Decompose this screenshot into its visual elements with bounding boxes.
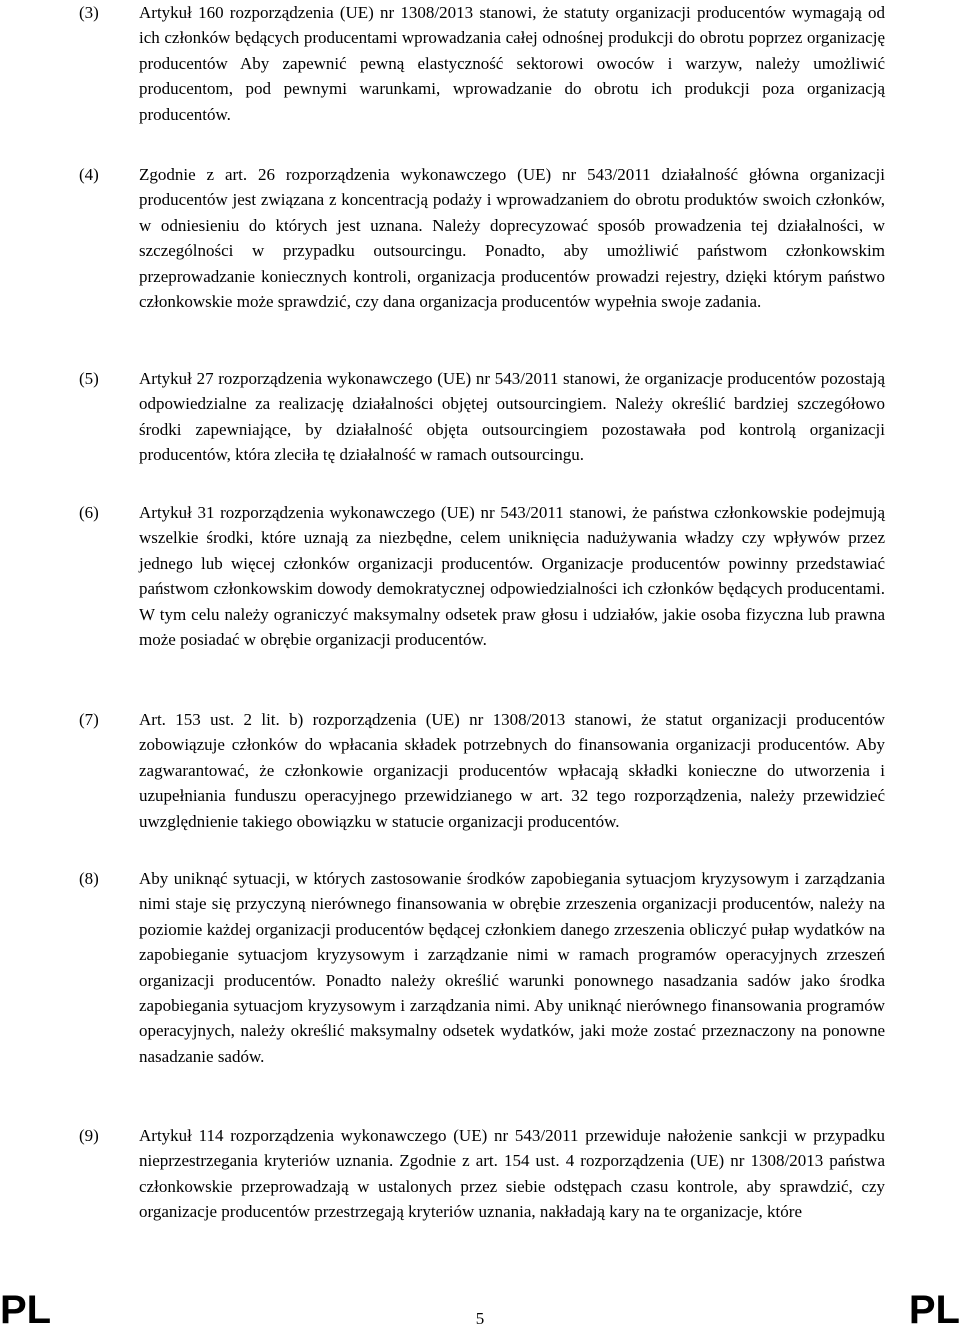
recital-number: (3)	[79, 3, 99, 22]
recital-text: Artykuł 160 rozporządzenia (UE) nr 1308/2013 stanowi, że statuty organizacji producentów wymagają od ich członków będących producentami wprowadzania całej odnośnej produkcji do obrotu poprzez organizację producentów Aby zapewnić pewną elastyczność sektorowi owoców i warzyw, należy umożliwić producentom, pod pewnymi warunkami, wprowadzanie do obrotu ich produkcji poza organizacją producentów.	[139, 3, 885, 124]
recital-text: Art. 153 ust. 2 lit. b) rozporządzenia (UE) nr 1308/2013 stanowi, że statut organizacji producentów zobowiązuje członków do wpłacania składek potrzebnych do finansowania organizacji producentów. Aby zagwarantować, że członkowie organizacji producentów wpłacają składki konieczne do utworzenia i uzupełniania funduszu operacyjnego przewidzianego w art. 32 tego rozporządzenia, należy przewidzieć uwzględnienie takiego obowiązku w statucie organizacji producentów.	[139, 710, 885, 831]
recital-text: Artykuł 114 rozporządzenia wykonawczego (UE) nr 543/2011 przewiduje nałożenie sankcji w przypadku nieprzestrzegania kryteriów uznania. Zgodnie z art. 154 ust. 4 rozporządzenia (UE) nr 1308/2013 państwa członkowskie przeprowadzają w ustalonych przez siebie odstępach czasu kontrole, aby sprawdzić, czy organizacje producentów przestrzegają kryteriów uznania, nakładają kary na te organizacje, które	[139, 1126, 885, 1222]
recital-number: (4)	[79, 165, 99, 184]
recital-number: (6)	[79, 503, 99, 522]
recital-number: (5)	[79, 369, 99, 388]
recital-text: Zgodnie z art. 26 rozporządzenia wykonawczego (UE) nr 543/2011 działalność główna organizacji producentów jest związana z koncentracją podaży i wprowadzaniem do obrotu produktów swoich członków, w odniesieniu do których jest uznana. Należy doprecyzować sposób prowadzenia tej działalności, w szczególności w przypadku outsourcingu. Ponadto, aby umożliwić państwom członkowskim przeprowadzanie koniecznych kontroli, organizacja producentów prowadzi rejestry, dzięki którym państwo członkowskie może sprawdzić, czy dana organizacja producentów wypełnia swoje zadania.	[139, 165, 885, 312]
footer-language-right: PL	[908, 1288, 960, 1332]
recital-number: (7)	[79, 710, 99, 729]
recital-number: (8)	[79, 869, 99, 888]
recital-text: Aby uniknąć sytuacji, w których zastosowanie środków zapobiegania sytuacjom kryzysowym i zarządzania nimi staje się przyczyną nierównego finansowania w obrębie zrzeszenia organizacji producentów, należy na poziomie każdej organizacji producentów będącej członkiem danego zrzeszenia obliczyć pułap wydatków na zapobieganie sytuacjom kryzysowym i zarządzanie nimi w ramach programów operacyjnych zrzeszeń organizacji producentów. Ponadto należy określić warunki ponownego nasadzania sadów jako środka zapobiegania sytuacjom kryzysowym i zarządzania nimi. Aby uniknąć nierównego finansowania programów operacyjnych, należy określić maksymalny odsetek wydatków, jaki może zostać przeznaczony na ponowne nasadzanie sadów.	[139, 869, 885, 1066]
recital-number: (9)	[79, 1126, 99, 1145]
page-number: 5	[475, 1309, 485, 1328]
footer-language-left: PL	[0, 1288, 52, 1332]
recital-text: Artykuł 31 rozporządzenia wykonawczego (UE) nr 543/2011 stanowi, że państwa członkowskie podejmują wszelkie środki, które uznają za niezbędne, celem uniknięcia nadużywania władzy czy wpływów przez jednego lub więcej członków organizacji producentów. Organizacje producentów powinny przedstawiać państwom członkowskim dowody demokratycznej odpowiedzialności ich członków będących producentami. W tym celu należy ograniczyć maksymalny odsetek praw głosu i udziałów, jakie osoba fizyczna lub prawna może posiadać w obrębie organizacji producentów.	[139, 503, 885, 650]
recital-text: Artykuł 27 rozporządzenia wykonawczego (UE) nr 543/2011 stanowi, że organizacje producentów pozostają odpowiedzialne za realizację działalności objętej outsourcingiem. Należy określić bardziej szczegółowo środki zapewniające, by działalność objęta outsourcingiem pozostawała pod kontrolą organizacji producentów, która zleciła tę działalność w ramach outsourcingu.	[139, 369, 885, 465]
